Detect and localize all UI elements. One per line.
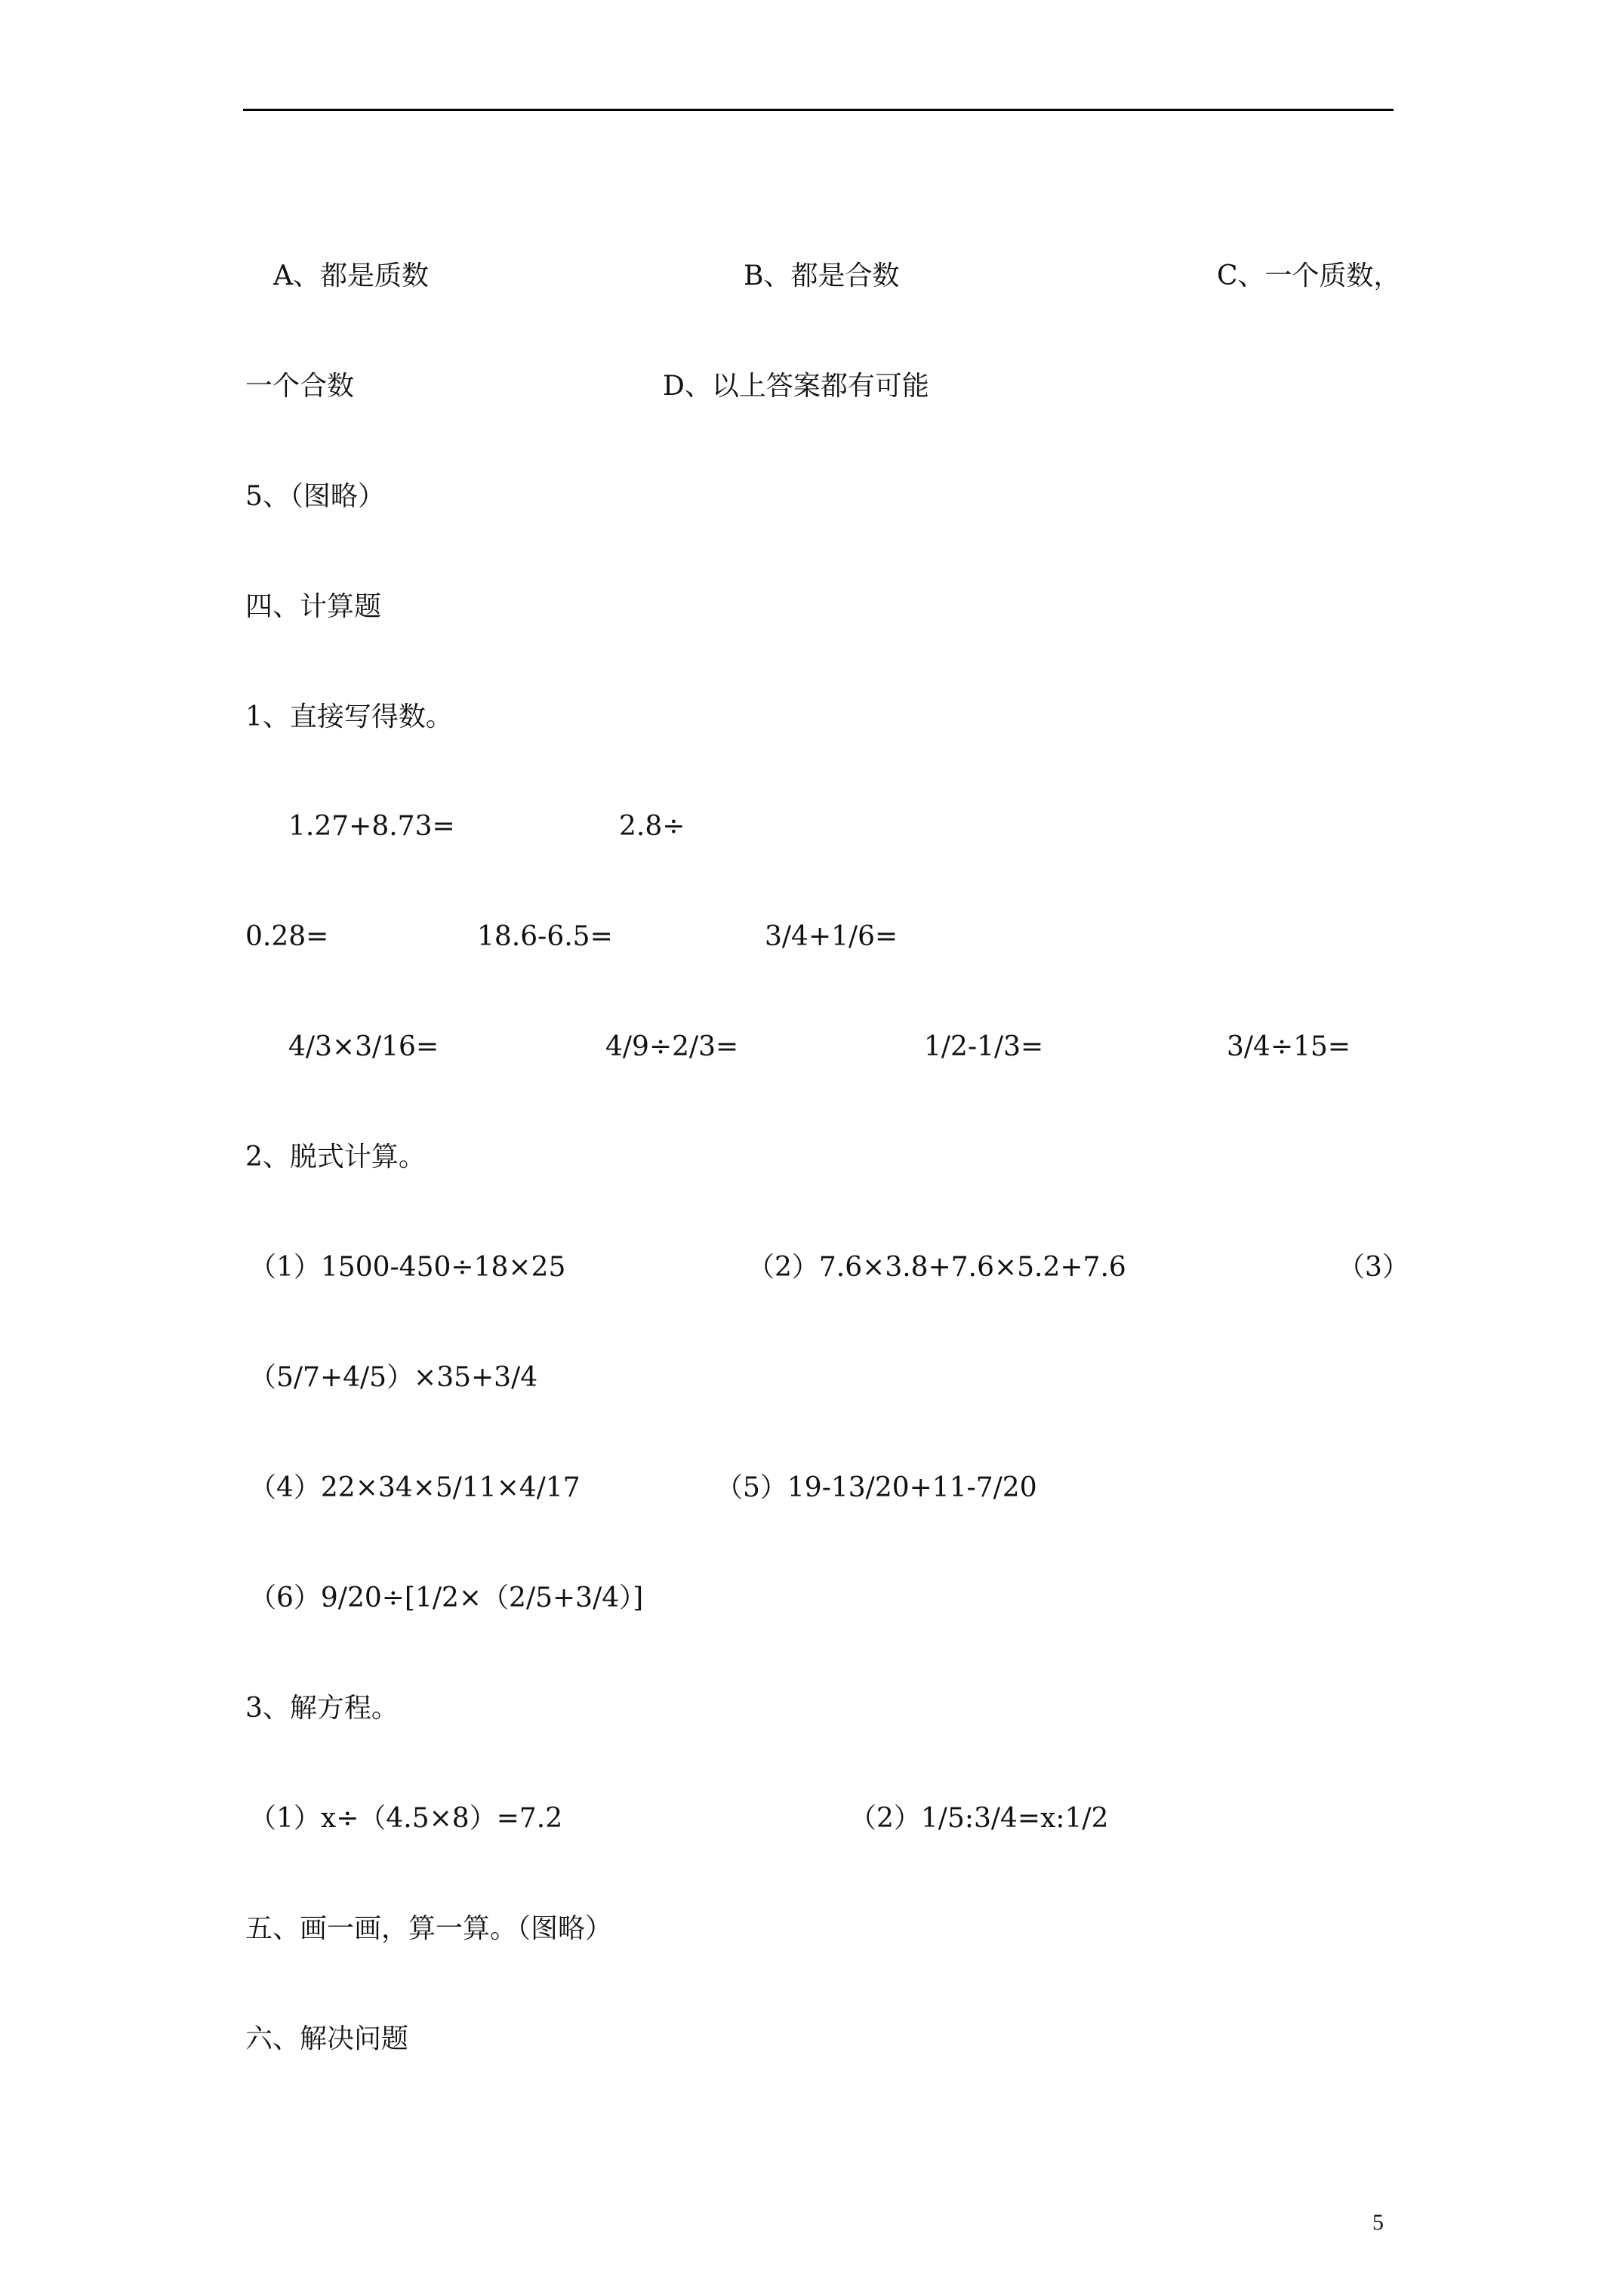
stepwise-calc-item: （2）7.6×3.8+7.6×5.2+7.6 xyxy=(747,1252,1126,1283)
question-5: 5、（图略） xyxy=(245,481,385,512)
mental-calc-item: 4/3×3/16= xyxy=(288,1031,439,1062)
part-2-title: 2、脱式计算。 xyxy=(245,1142,426,1173)
section-5-title: 五、画一画，算一算。（图略） xyxy=(245,1913,613,1944)
stepwise-calc-item: （6）9/20÷[1/2×（2/5+3/4）] xyxy=(249,1583,644,1613)
option-a: A、都是质数 xyxy=(273,260,429,291)
mental-calc-item: 0.28= xyxy=(245,921,329,952)
mental-calc-item: 3/4+1/6= xyxy=(765,921,898,952)
mental-calc-item: 1.27+8.73= xyxy=(288,811,455,842)
stepwise-calc-item: （5/7+4/5）×35+3/4 xyxy=(249,1362,538,1393)
part-1-title: 1、直接写得数。 xyxy=(245,701,453,732)
section-6-title: 六、解决问题 xyxy=(245,2023,409,2054)
mental-calc-item: 2.8÷ xyxy=(619,811,685,842)
page-number: 5 xyxy=(1372,2210,1384,2235)
header-rule xyxy=(243,109,1394,111)
stepwise-calc-item: （5）19-13/20+11-7/20 xyxy=(716,1472,1037,1503)
stepwise-calc-item: （4）22×34×5/11×4/17 xyxy=(249,1472,581,1503)
equation-item: （2）1/5:3/4=x:1/2 xyxy=(849,1803,1109,1834)
mental-calc-item: 3/4÷15= xyxy=(1227,1031,1351,1062)
equation-item: （1）x÷（4.5×8）=7.2 xyxy=(249,1803,563,1834)
option-c-continued: 一个合数 xyxy=(245,371,355,402)
option-d: D、以上答案都有可能 xyxy=(663,371,929,402)
section-4-title: 四、计算题 xyxy=(245,591,382,622)
mental-calc-item: 1/2-1/3= xyxy=(924,1031,1044,1062)
stepwise-calc-item: （3） xyxy=(1338,1252,1409,1283)
option-b: B、都是合数 xyxy=(744,260,900,291)
mental-calc-item: 4/9÷2/3= xyxy=(605,1031,739,1062)
stepwise-calc-item: （1）1500-450÷18×25 xyxy=(249,1252,566,1283)
option-c: C、一个质数， xyxy=(1217,260,1401,291)
mental-calc-item: 18.6-6.5= xyxy=(477,921,613,952)
part-3-title: 3、解方程。 xyxy=(245,1693,399,1724)
